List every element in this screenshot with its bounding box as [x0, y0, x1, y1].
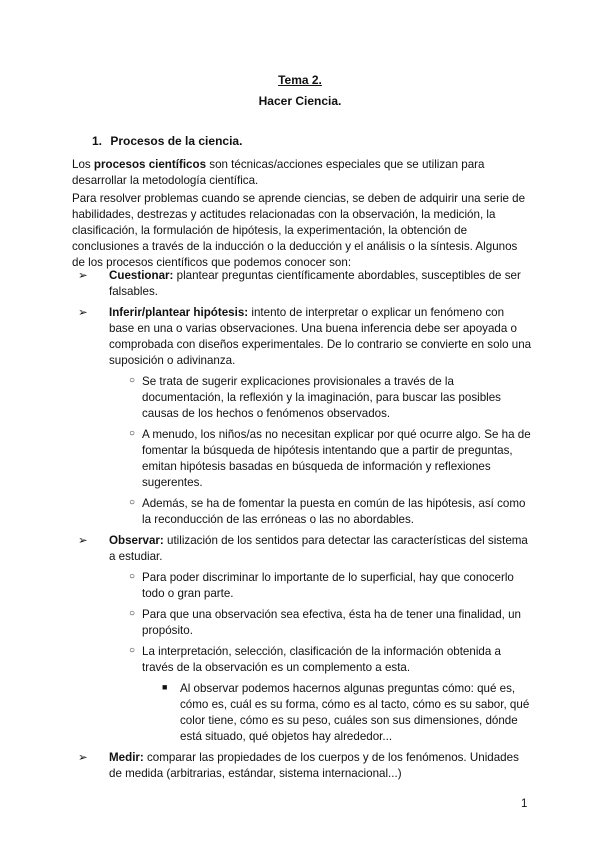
- section-heading: [92, 133, 242, 150]
- arrow-bullet-icon: ➢: [78, 533, 88, 547]
- circle-bullet-icon: ○: [129, 607, 136, 619]
- process-list: [72, 268, 532, 787]
- item-term: Cuestionar:: [109, 269, 174, 282]
- item-text: utilización de los sentidos para detectar las características del sistema a estudiar.: [109, 533, 528, 563]
- intro-paragraph-2: Para resolver problemas cuando se aprende ciencias, se deben de adquirir una serie de habilidades, destrezas y actitudes relacionadas con la observación, la medición, la clasificación, la formulación de hipótesis, la experimentación, la obtención de conclusiones a través de la inducción o la deducción y el análisis o la síntesis. Algunos de los procesos científicos que podemos conocer son:: [72, 192, 526, 269]
- item-term: Inferir/plantear hipótesis:: [109, 305, 249, 319]
- item-text: intento de interpretar o explicar un fenómeno con base en una o varias observaciones. Una buena inferencia debe ser apoyada o comprobada con diseños experimentales. De lo contrario se convierte en solo una suposición o adivinanza.: [109, 305, 532, 367]
- sub-sub-item: [72, 681, 532, 745]
- intro-paragraph-1: [72, 157, 532, 189]
- sub-item-text: Se trata de sugerir explicaciones provisionales a través de la documentación, la reflexión y la imaginación, para buscar las posibles causas de los hechos o fenómenos observados.: [142, 374, 501, 420]
- sub-item-text: La interpretación, selección, clasificación de la información obtenida a través de la observación es un complemento a esta.: [142, 644, 501, 674]
- circle-bullet-icon: ○: [129, 374, 136, 386]
- arrow-bullet-icon: ➢: [78, 305, 88, 319]
- sub-item: [72, 374, 532, 422]
- sub-item: [72, 496, 532, 528]
- circle-bullet-icon: ○: [129, 427, 136, 439]
- circle-bullet-icon: ○: [129, 570, 136, 582]
- sub-item-text: Para poder discriminar lo importante de lo superficial, hay que conocerlo todo o gran parte.: [142, 570, 514, 600]
- square-bullet-icon: ■: [162, 681, 168, 692]
- sub-item: [72, 570, 532, 602]
- list-item-inferir: [72, 305, 532, 369]
- sub-item: [72, 427, 532, 491]
- circle-bullet-icon: ○: [129, 644, 136, 656]
- list-item-medir: [72, 750, 532, 782]
- section-title: Procesos de la ciencia.: [110, 134, 243, 148]
- sub-item-text: Además, se ha de fomentar la puesta en común de las hipótesis, así como la reconducción de las erróneas o las no abordables.: [142, 496, 526, 526]
- page-number: 1: [521, 798, 528, 810]
- item-term: Observar:: [109, 533, 164, 547]
- intro-text-rest: son técnicas/acciones especiales que se utilizan para desarrollar la metodología científica.: [72, 158, 485, 187]
- arrow-bullet-icon: ➢: [78, 269, 88, 282]
- bold-term: procesos científicos: [93, 158, 207, 171]
- list-item-cuestionar: [72, 268, 532, 300]
- sub-sub-item-text: Al observar podemos hacernos algunas preguntas cómo: qué es, cómo es, cuál es su forma, cómo es al tacto, cómo es su sabor, qué color tiene, cómo es su peso, cuáles son sus dimensiones, dónde está situado, qué objetos hay alrededor...: [180, 681, 530, 743]
- item-text: comparar las propiedades de los cuerpos y de los fenómenos. Unidades de medida (arbitrarias, estándar, sistema internacional...): [109, 750, 519, 780]
- intro-text: Los: [72, 158, 94, 171]
- item-term: Medir:: [109, 750, 144, 764]
- sub-item: [72, 644, 532, 676]
- sub-item: [72, 607, 532, 639]
- arrow-bullet-icon: ➢: [78, 750, 88, 764]
- sub-item-text: Para que una observación sea efectiva, ésta ha de tener una finalidad, un propósito.: [142, 607, 521, 637]
- sub-item-text: A menudo, los niños/as no necesitan explicar por qué ocurre algo. Se ha de fomentar la búsqueda de hipótesis intentando que a partir de preguntas, emitan hipótesis basadas en búsqueda de información y reflexiones sugerentes.: [142, 427, 531, 489]
- document-subtitle: Hacer Ciencia.: [258, 94, 342, 108]
- list-item-observar: [72, 533, 532, 565]
- item-text: plantear preguntas científicamente abordables, susceptibles de ser falsables.: [109, 269, 521, 298]
- document-title: Tema 2.: [278, 73, 322, 87]
- circle-bullet-icon: ○: [129, 496, 136, 508]
- section-number: 1.: [92, 134, 103, 148]
